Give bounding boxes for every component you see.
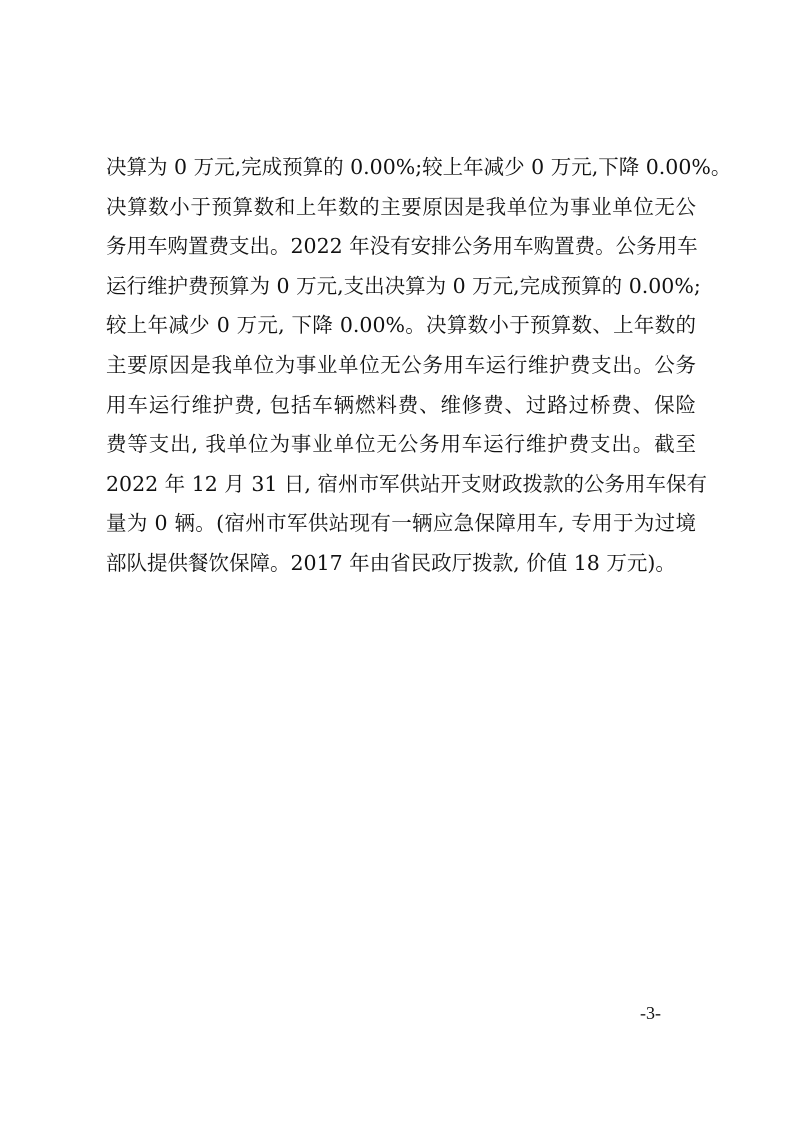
page-number: -3- xyxy=(640,1003,661,1023)
text-line-5: 较上年减少 0 万元, 下降 0.00%。决算数小于预算数、上年数的 xyxy=(106,313,696,338)
text-line-1: 决算为 0 万元,完成预算的 0.00%;较上年减少 0 万元,下降 0.00%。 xyxy=(106,155,732,179)
text-line-3: 务用车购置费支出。2022 年没有安排公务用车购置费。公务用车 xyxy=(106,234,698,259)
text-line-11: 部队提供餐饮保障。2017 年由省民政厅拨款, 价值 18 万元)。 xyxy=(106,550,676,575)
text-line-9: 2022 年 12 月 31 日, 宿州市军供站开支财政拨款的公务用车保有 xyxy=(106,471,707,496)
text-line-10: 量为 0 辆。(宿州市军供站现有一辆应急保障用车, 专用于为过境 xyxy=(106,511,696,536)
text-line-2: 决算数小于预算数和上年数的主要原因是我单位为事业单位无公 xyxy=(106,194,696,219)
text-line-8: 费等支出, 我单位为事业单位无公务用车运行维护费支出。截至 xyxy=(106,432,696,457)
text-line-7: 用车运行维护费, 包括车辆燃料费、维修费、过路过桥费、保险 xyxy=(106,392,696,417)
body-paragraph xyxy=(106,148,732,584)
text-line-4: 运行维护费预算为 0 万元,支出决算为 0 万元,完成预算的 0.00%; xyxy=(106,273,701,298)
text-line-6: 主要原因是我单位为事业单位无公务用车运行维护费支出。公务 xyxy=(106,352,696,377)
